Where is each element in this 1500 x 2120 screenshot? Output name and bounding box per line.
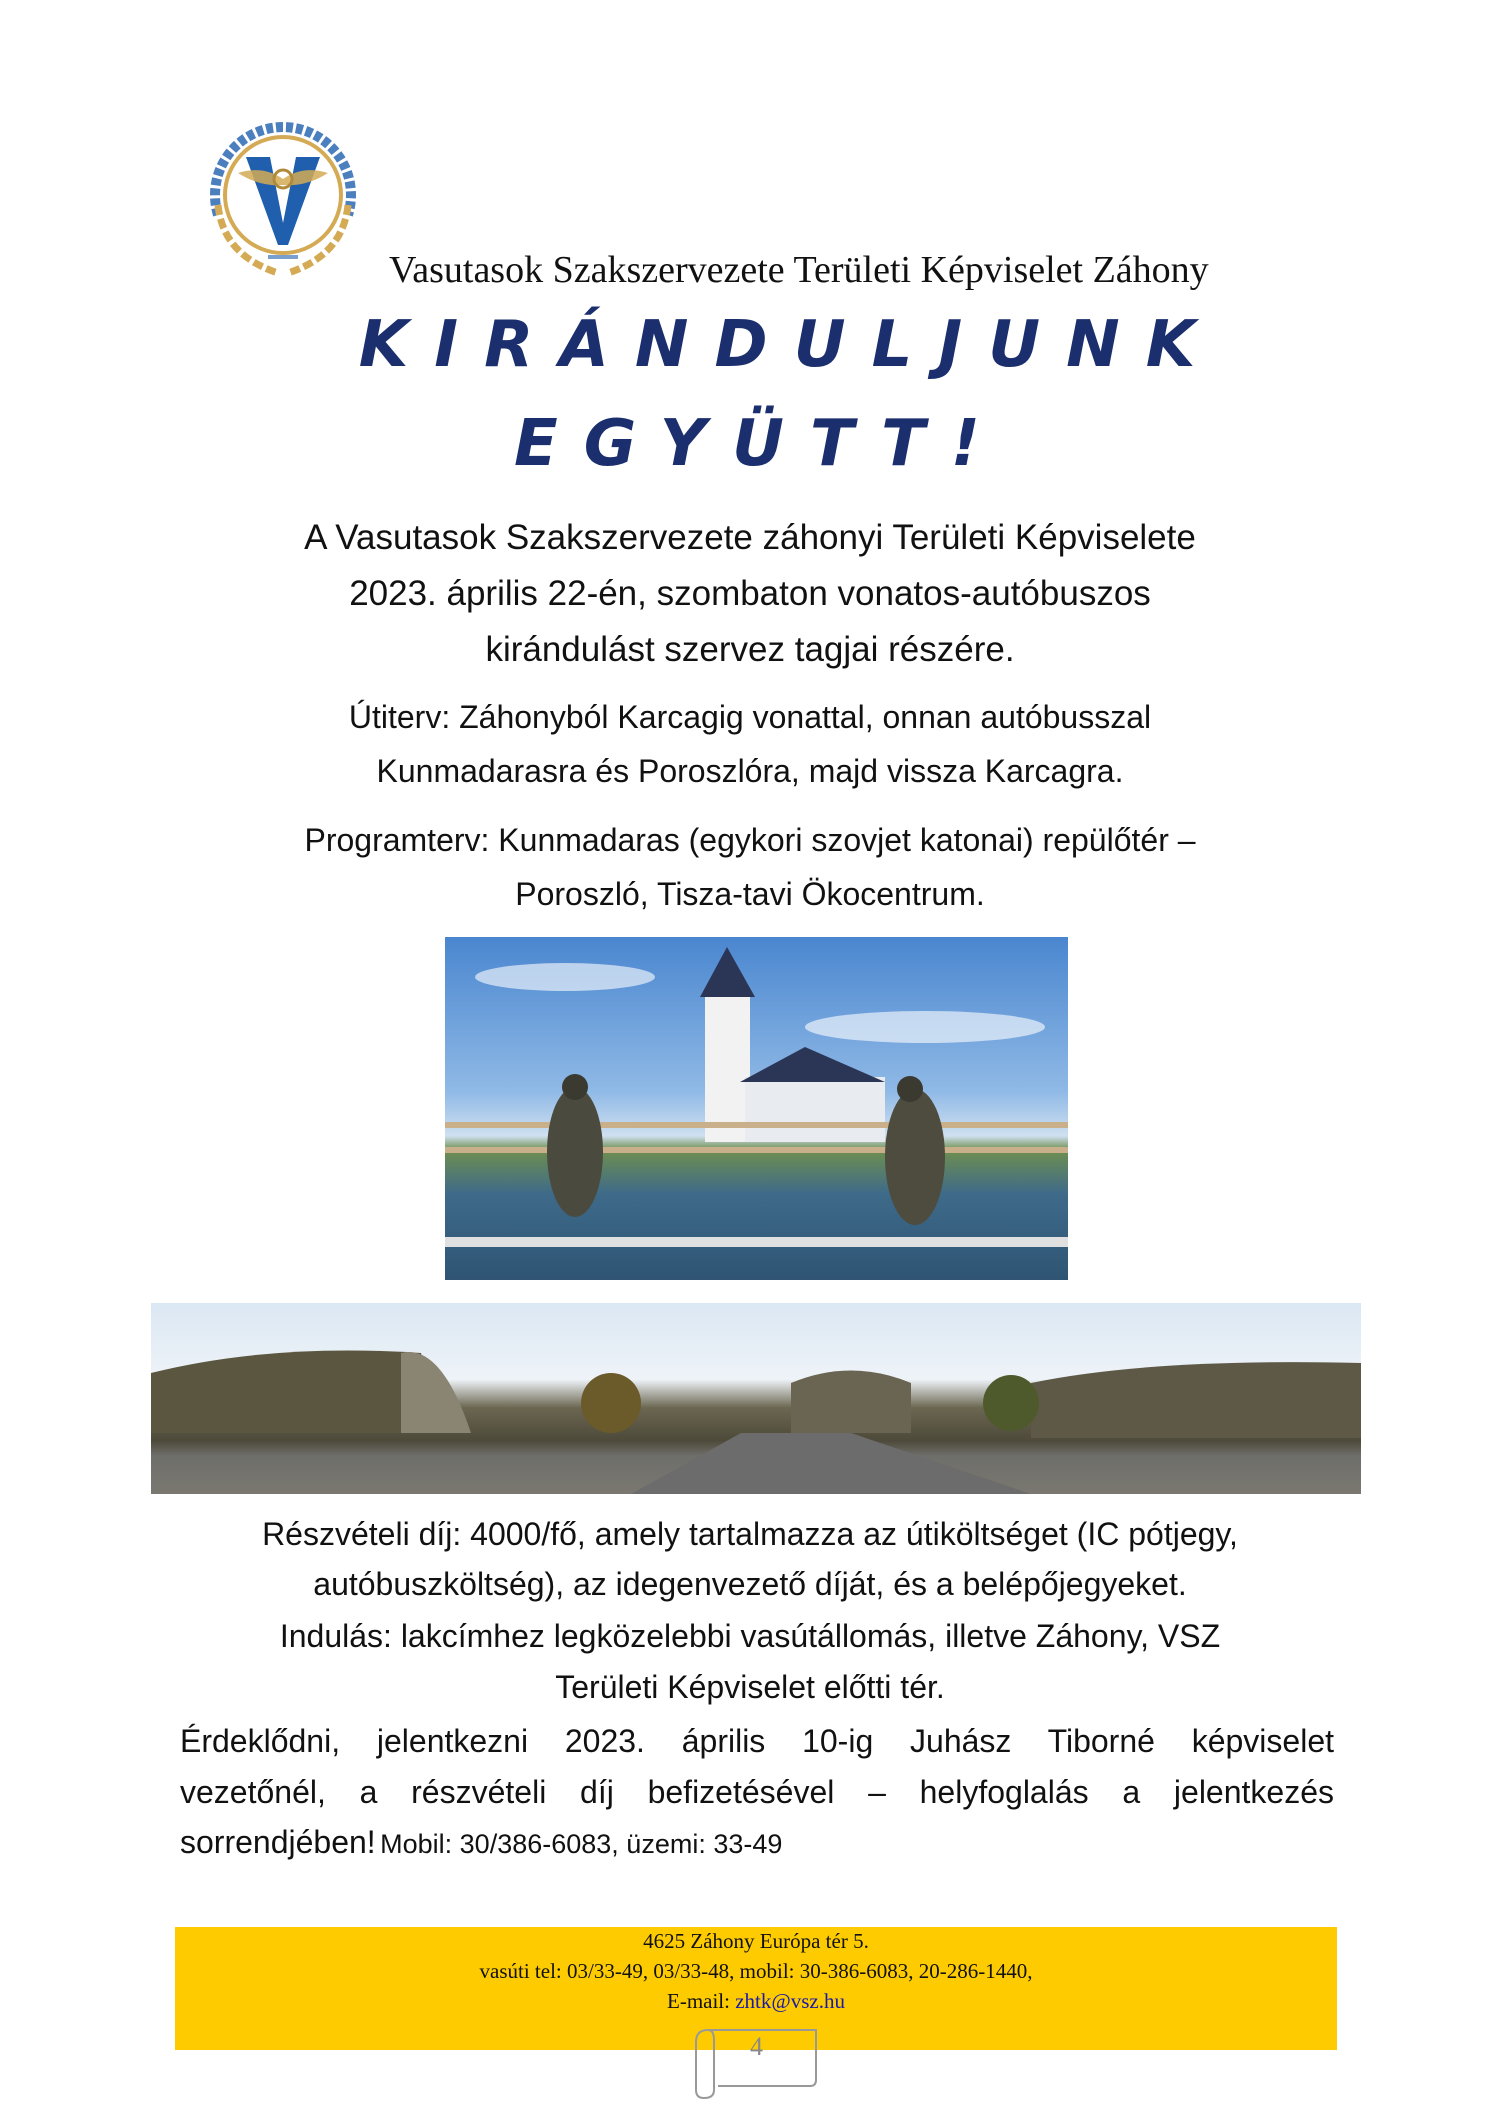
fee-line: Részvételi díj: 4000/fő, amely tartalmazza az útiköltséget (IC pótjegy, (262, 1516, 1238, 1552)
departure-line: Indulás: lakcímhez legközelebbi vasútállomás, illetve Záhony, VSZ (279, 1618, 1221, 1654)
page-number-scroll (688, 2020, 828, 2100)
footer-email-line (175, 1989, 1337, 2014)
airfield-photo (151, 1303, 1361, 1494)
contact-numbers: Mobil: 30/386-6083, üzemi: 33-49 (380, 1829, 783, 1859)
registration-line: Érdeklődni, jelentkezni 2023. április 10-ig Juhász Tiborné képviselet (180, 1723, 1334, 1759)
program-line: Programterv: Kunmadaras (egykori szovjet katonai) repülőtér – (304, 822, 1196, 858)
fee-line: autóbuszköltség), az idegenvezető díját, és a belépőjegyeket. (313, 1566, 1187, 1602)
itinerary-line: Kunmadarasra és Poroszlóra, majd vissza Karcagra. (376, 753, 1124, 789)
program-line: Poroszló, Tisza-tavi Ökocentrum. (515, 876, 985, 912)
registration-last: sorrendjében! (180, 1824, 376, 1860)
footer-address: 4625 Záhony Európa tér 5. (643, 1929, 869, 1953)
title-line-1: KIRÁNDULJUNK (358, 308, 1222, 382)
organization-header: Vasutasok Szakszervezete Területi Képviselet Záhony (389, 249, 1209, 291)
itinerary-line: Útiterv: Záhonyból Karcagig vonattal, onnan autóbusszal (348, 699, 1152, 735)
email-link[interactable]: zhtk@vsz.hu (735, 1989, 845, 2013)
registration-line: vezetőnél, a részvételi díj befizetésével – helyfoglalás a jelentkezés (180, 1774, 1334, 1810)
registration-last-line (180, 1824, 782, 1861)
intro-line: 2023. április 22-én, szombaton vonatos-autóbuszos (349, 574, 1151, 613)
departure-line: Területi Képviselet előtti tér. (555, 1669, 945, 1705)
title-line-2: EGYÜTT! (514, 407, 1006, 481)
email-label: E-mail: (667, 1989, 730, 2013)
footer-phones: vasúti tel: 03/33-49, 03/33-48, mobil: 30-386-6083, 20-286-1440, (479, 1959, 1033, 1983)
union-logo (188, 95, 378, 285)
page-number: 4 (750, 2032, 763, 2061)
intro-line: kirándulást szervez tagjai részére. (485, 630, 1015, 669)
ecocentre-photo (445, 937, 1068, 1280)
intro-line: A Vasutasok Szakszervezete záhonyi Területi Képviselete (304, 518, 1196, 557)
